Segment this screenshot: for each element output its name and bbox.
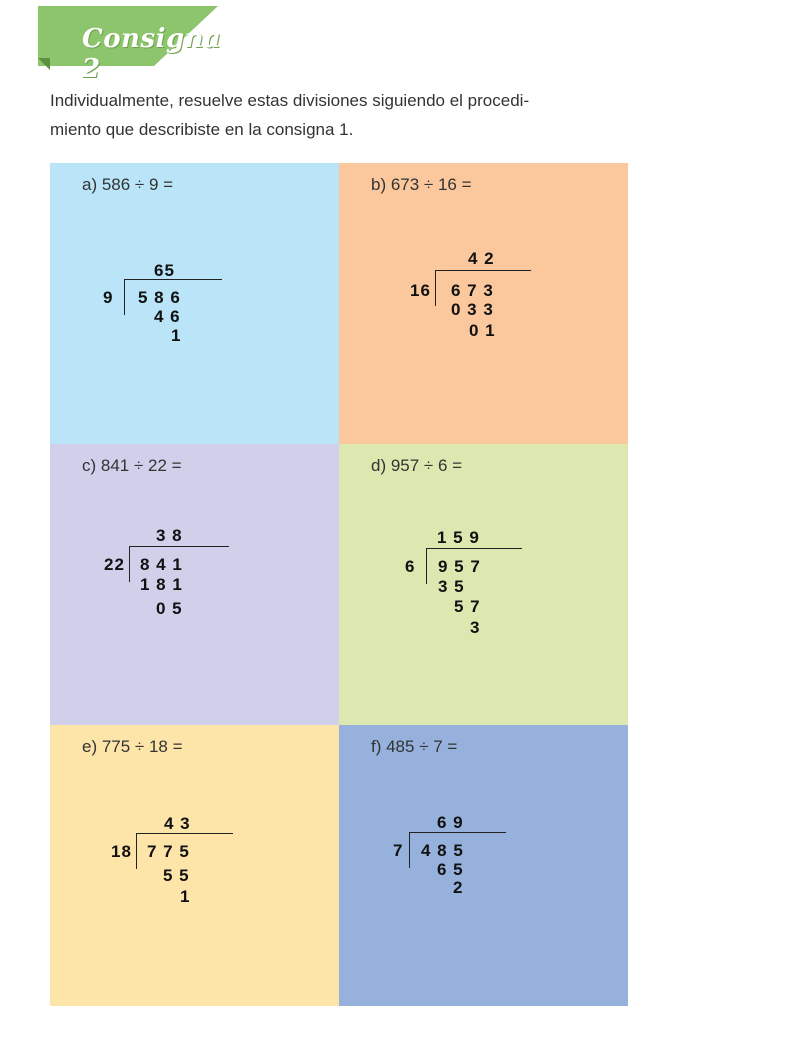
- instructions-line-1: Individualmente, resuelve estas divisiones siguiendo el procedi-: [50, 91, 530, 110]
- quotient: 6 9: [437, 813, 464, 832]
- division-cell-d: [339, 444, 628, 725]
- step-1: 5 5: [163, 866, 190, 885]
- remainder: 3: [470, 618, 481, 637]
- division-bar: [129, 546, 229, 547]
- consigna-banner: [38, 6, 222, 84]
- step-1: 3 5: [438, 577, 465, 596]
- dividend: 9 5 7: [438, 557, 481, 576]
- quotient: 65: [154, 261, 175, 280]
- step-1: 6 5: [437, 860, 464, 879]
- dividend: 4 8 5: [421, 841, 464, 860]
- division-grid: [50, 163, 629, 1006]
- division-bar: [136, 833, 233, 834]
- problem-label: a) 586 ÷ 9 =: [82, 175, 174, 194]
- divisor: 18: [111, 842, 132, 861]
- division-bar: [124, 279, 222, 280]
- dividend: 7 7 5: [147, 842, 190, 861]
- step-1: 0 3 3: [451, 300, 494, 319]
- division-cell-a: [50, 163, 339, 444]
- division-bracket: [426, 548, 427, 584]
- problem-label: b) 673 ÷ 16 =: [371, 175, 472, 194]
- step-2: 5 7: [454, 597, 481, 616]
- division-bracket: [435, 270, 436, 306]
- instructions: [50, 86, 630, 144]
- remainder: 2: [453, 878, 464, 897]
- remainder: 1: [171, 326, 182, 345]
- step-1: 4 6: [154, 307, 181, 326]
- step-1: 1 8 1: [140, 575, 183, 594]
- quotient: 1 5 9: [437, 528, 480, 547]
- division-cell-c: [50, 444, 339, 725]
- division-bracket: [409, 832, 410, 868]
- problem-label: f) 485 ÷ 7 =: [371, 737, 458, 756]
- banner-title: Consigna 2: [82, 24, 222, 84]
- division-cell-e: [50, 725, 339, 1006]
- quotient: 4 2: [468, 249, 495, 268]
- division-cell-f: [339, 725, 628, 1006]
- quotient: 4 3: [164, 814, 191, 833]
- remainder: 0 1: [469, 321, 496, 340]
- remainder: 0 5: [156, 599, 183, 618]
- division-bracket: [129, 546, 130, 582]
- problem-label: d) 957 ÷ 6 =: [371, 456, 463, 475]
- division-bar: [409, 832, 506, 833]
- remainder: 1: [180, 887, 191, 906]
- division-bar: [426, 548, 522, 549]
- dividend: 8 4 1: [140, 555, 183, 574]
- division-bracket: [136, 833, 137, 869]
- divisor: 22: [104, 555, 125, 574]
- divisor: 9: [103, 288, 114, 307]
- dividend: 6 7 3: [451, 281, 494, 300]
- division-bracket: [124, 279, 125, 315]
- division-cell-b: [339, 163, 628, 444]
- divisor: 16: [410, 281, 431, 300]
- dividend: 5 8 6: [138, 288, 181, 307]
- problem-label: c) 841 ÷ 22 =: [82, 456, 182, 475]
- quotient: 3 8: [156, 526, 183, 545]
- division-bar: [435, 270, 531, 271]
- problem-label: e) 775 ÷ 18 =: [82, 737, 183, 756]
- divisor: 6: [405, 557, 416, 576]
- divisor: 7: [393, 841, 404, 860]
- instructions-line-2: miento que describiste en la consigna 1.: [50, 120, 354, 139]
